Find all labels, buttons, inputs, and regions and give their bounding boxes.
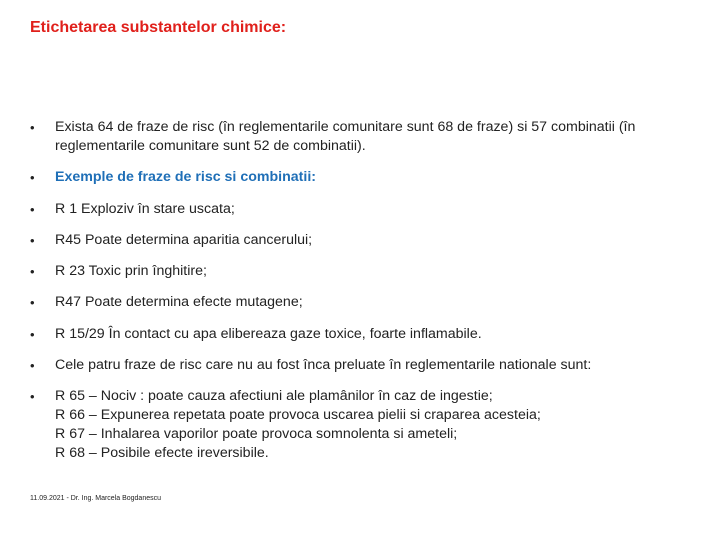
bullet-item-examples-heading	[30, 168, 700, 187]
bullet-list	[30, 118, 700, 476]
slide-footer: 11.09.2021 - Dr. Ing. Marcela Bogdanescu	[30, 495, 162, 502]
bullet-text: R 23 Toxic prin înghitire;	[55, 263, 207, 280]
bullet-text: Exista 64 de fraze de risc (în reglementarile comunitare sunt 68 de fraze) si 57 combinatii (în reglementarile comunitare sunt 52 de combinatii).	[55, 119, 636, 154]
bullet-item-r45	[30, 231, 700, 250]
bullet-icon: •	[30, 264, 35, 280]
bullet-icon: •	[30, 358, 35, 374]
bullet-text: R 65 – Nociv : poate cauza afectiuni ale plamânilor în caz de ingestie; R 66 – Expunerea repetata poate provoca uscarea pielii si craparea acesteia; R 67 – Inhalarea vaporilor poate provoca somnolenta si ameteli; R 68 – Posibile efecte ireversibile.	[55, 388, 541, 462]
bullet-icon: •	[30, 232, 35, 248]
bullet-text: Exemple de fraze de risc si combinatii:	[55, 169, 316, 186]
bullet-text: R45 Poate determina aparitia cancerului;	[55, 231, 313, 248]
bullet-item-risk-phrases-count	[30, 118, 700, 156]
bullet-item-four-phrases	[30, 356, 700, 375]
bullet-item-r1	[30, 200, 700, 219]
bullet-text: R 1 Exploziv în stare uscata;	[55, 200, 235, 217]
bullet-icon: •	[30, 120, 35, 135]
bullet-icon: •	[30, 295, 35, 311]
bullet-text: Cele patru fraze de risc care nu au fost înca preluate în reglementarile nationale sunt:	[55, 357, 592, 374]
bullet-text: R47 Poate determina efecte mutagene;	[55, 294, 303, 311]
bullet-item-r15-29	[30, 325, 700, 344]
slide-title: Etichetarea substantelor chimice:	[30, 19, 287, 36]
bullet-item-r65-r68	[30, 387, 700, 463]
bullet-icon: •	[30, 389, 35, 405]
bullet-icon: •	[30, 170, 35, 186]
bullet-item-r23	[30, 262, 700, 281]
bullet-icon: •	[30, 201, 35, 217]
bullet-item-r47	[30, 293, 700, 312]
bullet-text: R 15/29 În contact cu apa elibereaza gaze toxice, foarte inflamabile.	[55, 325, 482, 342]
bullet-icon: •	[30, 326, 35, 342]
